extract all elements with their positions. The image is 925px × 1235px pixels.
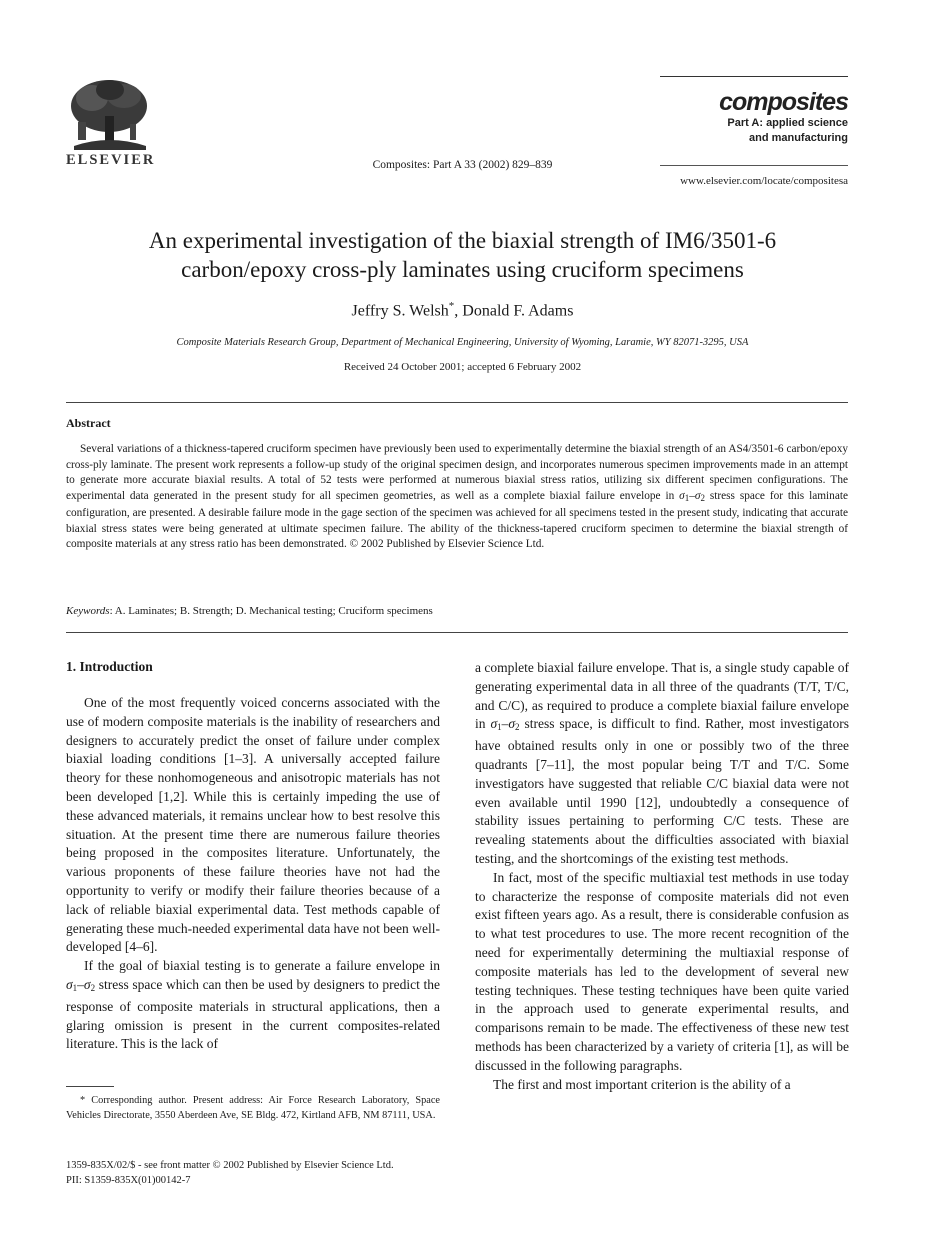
received-dates: Received 24 October 2001; accepted 6 February 2002 (343, 361, 582, 373)
paragraph-1: One of the most frequently voiced concerns associated with the use of modern composite materials is the inability of researchers and designers to accurately predict the onset of failure under complex biaxial loading conditions [1–3]. A universally accepted failure theory for these nonhomogeneous and anisotropic materials has not been developed [1,2]. While this is certainly impeding the use of these advanced materials, it remains unclear how to best resolve this situation. At the present time there are numerous failure theories being proposed in the composites literature. Unfortunately, the various proponents of these failure theories have not had the opportunity to verify or modify their failure theories because of a lack of reliable biaxial experimental data. Test methods capable of generating these much-needed experimental data have not been well-developed [4–6]. (66, 695, 440, 955)
abstract-top-rule (66, 402, 848, 403)
title-line-2: carbon/epoxy cross-ply laminates using cruciform specimens (181, 257, 744, 282)
issn-line: 1359-835X/02/$ - see front matter © 2002 Published by Elsevier Science Ltd. (66, 1160, 394, 1171)
abstract-text-b: stress space for this laminate configuration, are presented. A desirable failure mode in the gage section of the specimen was achieved for all specimens tested in the present study, indicating that accurate biaxial stress states were being generated at ultimate specimen failure. The ability of the thickness-tapered cruciform specimen to determine the biaxial strength of composite materials at any stress ratio has been demonstrated. © 2002 Published by Elsevier Science Ltd. (66, 489, 848, 550)
paragraph-5: The first and most important criterion is the ability of a (493, 1076, 791, 1092)
footnote-rule (66, 1086, 114, 1087)
keywords (66, 605, 433, 617)
keywords-label: Keywords (66, 605, 110, 617)
abstract-bottom-rule (66, 632, 848, 633)
paragraph-2: If the goal of biaxial testing is to generate a failure envelope in $\sigma_1-\sigma_2$ stress space which can then be used by designers to predict the response of composite materials in structural applications, then a glaring omission is present in the current composites-related literature. This is the lack of (66, 958, 440, 1052)
author-2: , Donald F. Adams (454, 302, 574, 320)
brand-top-rule (660, 76, 848, 77)
article-title (60, 226, 865, 284)
title-line-1: An experimental investigation of the biaxial strength of IM6/3501-6 (148, 228, 777, 253)
brand-wordmark: composites (719, 88, 848, 116)
elsevier-tree-logo-icon (66, 76, 152, 150)
paragraph-3: a complete biaxial failure envelope. That is, a single study capable of generating experimental data in all three of the quadrants (T/T, T/C, and C/C), as required to produce a complete biaxial failure envelope in $\sigma_1-\sigma_2$ stress space, is difficult to find. Rather, most investigators have obtained results only in one or possibly two of the three quadrants [7–11], the most popular being T/T and T/C. Some investigators have suggested that reliable C/C biaxial data were not even available until 1990 [12], undoubtedly a consequence of stability issues pertaining to performing C/C tests. These are revealing statements about the difficulties associated with biaxial testing, and the shortcomings of the existing test methods. (475, 660, 850, 866)
pii-line: PII: S1359-835X(01)00142-7 (66, 1175, 191, 1186)
stress-space-symbol: $\sigma_1-\sigma_2$ (66, 976, 96, 993)
journal-url-link[interactable]: www.elsevier.com/locate/compositesa (680, 175, 848, 187)
footnote: * Corresponding author. Present address: Air Force Research Laboratory, Space Vehicles Directorate, 3550 Aberdeen Ave, SE Bldg. 472, Kirtland AFB, NM 87111, USA. (66, 1095, 440, 1121)
brand-subtitle-1: Part A: applied science (727, 117, 848, 129)
author-1: Jeffry S. Welsh (351, 302, 449, 320)
journal-citation: Composites: Part A 33 (2002) 829–839 (372, 159, 553, 171)
affiliation: Composite Materials Research Group, Department of Mechanical Engineering, University of Wyoming, Laramie, WY 82071-3295, USA (176, 337, 749, 348)
stress-space-symbol: $\sigma_1-\sigma_2$ (679, 489, 705, 503)
abstract-body (66, 442, 848, 553)
authors (0, 300, 925, 320)
corresponding-author-mark[interactable]: * (448, 300, 455, 312)
stress-space-symbol: $\sigma_1-\sigma_2$ (490, 716, 520, 733)
abstract-heading: Abstract (66, 416, 111, 430)
brand-bottom-rule (660, 165, 848, 166)
section-heading-introduction: 1. Introduction (66, 659, 153, 674)
journal-brand (660, 88, 848, 146)
right-column (475, 659, 849, 1094)
left-column (66, 694, 440, 1054)
front-matter (66, 1158, 394, 1188)
keywords-list: : A. Laminates; B. Strength; D. Mechanical testing; Cruciform specimens (109, 605, 433, 617)
abstract-text-a: Several variations of a thickness-tapered cruciform specimen have previously been used to experimentally determine the biaxial strength of an AS4/3501-6 carbon/epoxy cross-ply laminate. The present work represents a follow-up study of the original specimen design, and incorporates numerous specimen improvements made in an attempt to generate more accurate biaxial results. A total of 52 tests were performed at numerous biaxial stress ratios, utilizing six different specimen configurations. The experimental data generated in the present study for all specimen geometries, as well as a complete biaxial failure envelope in (66, 443, 848, 502)
publisher-name: ELSEVIER (66, 152, 156, 168)
brand-subtitle-2: and manufacturing (748, 132, 848, 144)
paragraph-4: In fact, most of the specific multiaxial test methods in use today to characterize the response of composite materials did not even exist fifteen years ago. As a result, there is considerable confusion as to what test procedures to use. The more recent recognition of the need for experimentally determining the multiaxial response of composite materials has led to the development of several new testing techniques. These testing techniques have been quite varied in the approach used to generate experimental results, and comparisons remain to be made. The effectiveness of these new test methods has been characterized by a variety of criteria [1], as will be discussed in the following paragraphs. (475, 869, 849, 1073)
